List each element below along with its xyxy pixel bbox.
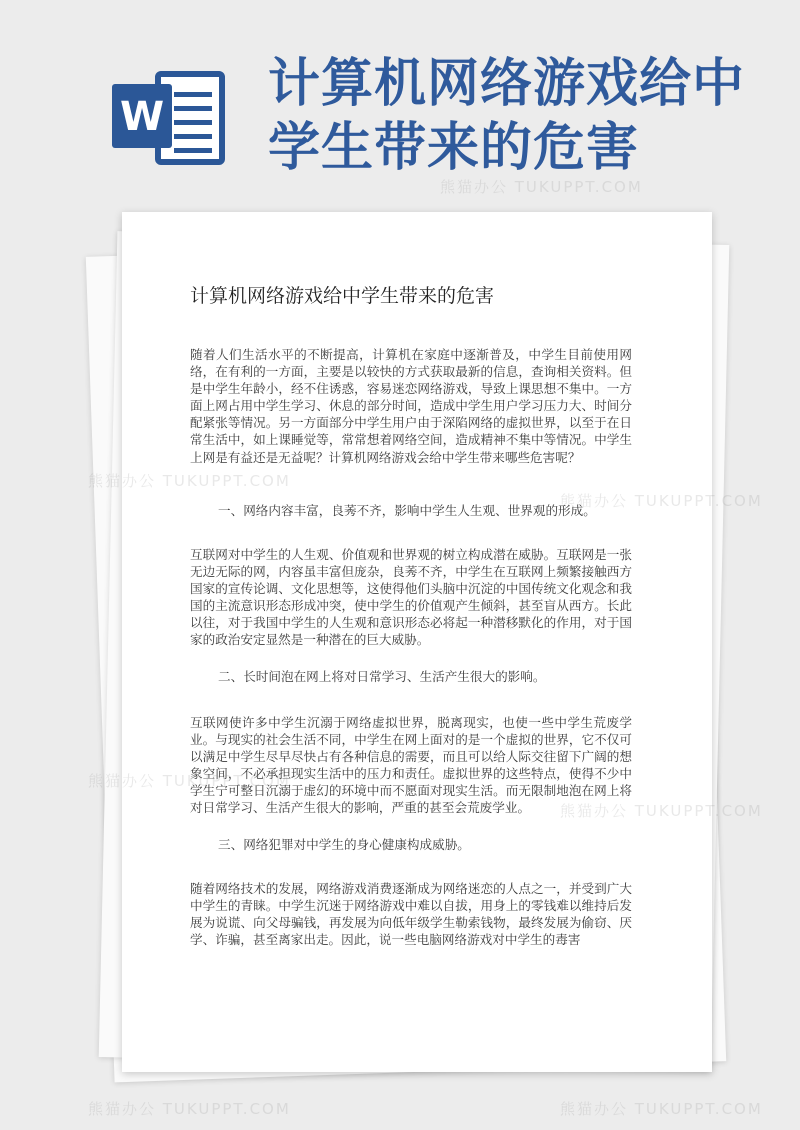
- header-title: 计算机网络游戏给中学生带来的危害: [268, 54, 746, 178]
- watermark: 熊猫办公 TUKUPPT.COM: [560, 1100, 763, 1118]
- intro-paragraph: 随着人们生活水平的不断提高，计算机在家庭中逐渐普及，中学生目前使用网络，在有利的一方面，主要是以较快的方式获取最新的信息，查询相关资料。但是中学生年龄小，经不住诱惑，容易迷恋网络游戏，导致上课思想不集中。一方面上网占用中学生学习、休息的部分时间，造成中学生用户学习压力大、时间分配紧张等情况。另一方面部分中学生用户由于深陷网络的虚拟世界，以至于在日常生活中，如上课睡觉等，常常想着网络空间，造成精神不集中等情况。中学生上网是有益还是无益呢？计算机网络游戏会给中学生带来哪些危害呢？: [190, 347, 632, 465]
- section-heading-1: 一、网络内容丰富，良莠不齐，影响中学生人生观、世界观的形成。: [218, 503, 596, 518]
- document-title: 计算机网络游戏给中学生带来的危害: [190, 285, 495, 307]
- section-body-1: 互联网对中学生的人生观、价值观和世界观的树立构成潜在威胁。互联网是一张无边无际的网，内容虽丰富但庞杂，良莠不齐，中学生在互联网上频繁接触西方国家的宣传论调、文化思想等，这使得他们头脑中沉淀的中国传统文化观念和我国的主流意识形态形成冲突，使中学生的价值观产生倾斜，甚至盲从西方。长此以往，对于我国中学生的人生观和意识形态必将起一种潜移默化的作用，对于国家的政治安定显然是一种潜在的巨大威胁。: [190, 547, 632, 648]
- watermark: 熊猫办公 TUKUPPT.COM: [560, 802, 763, 820]
- word-document-icon: [110, 68, 230, 168]
- watermark: 熊猫办公 TUKUPPT.COM: [88, 1100, 291, 1118]
- section-body-3: 随着网络技术的发展，网络游戏消费逐渐成为网络迷恋的人点之一，并受到广大中学生的青睐。中学生沉迷于网络游戏中难以自拔，用身上的零钱难以维持后发展为说谎、向父母骗钱，再发展为向低年级学生勒索钱物，最终发展为偷窃、厌学、诈骗，甚至离家出走。因此，说一些电脑网络游戏对中学生的毒害: [190, 881, 632, 948]
- section-body-2: 互联网使许多中学生沉溺于网络虚拟世界，脱离现实，也使一些中学生荒废学业。与现实的社会生活不同，中学生在网上面对的是一个虚拟的世界，它不仅可以满足中学生尽早尽快占有各种信息的需要，而且可以给人际交往留下广阔的想象空间，不必承担现实生活中的压力和责任。虚拟世界的这些特点，使得不少中学生宁可整日沉溺于虚幻的环境中而不愿面对现实生活。而无限制地泡在网上将对日常学习、生活产生很大的影响，严重的甚至会荒废学业。: [190, 715, 632, 816]
- watermark: 熊猫办公 TUKUPPT.COM: [440, 178, 643, 196]
- watermark: 熊猫办公 TUKUPPT.COM: [560, 492, 763, 510]
- svg-text:W: W: [119, 94, 165, 140]
- section-heading-3: 三、网络犯罪对中学生的身心健康构成威胁。: [218, 837, 470, 852]
- document-page: [122, 212, 712, 1072]
- section-heading-2: 二、长时间泡在网上将对日常学习、生活产生很大的影响。: [218, 669, 546, 684]
- watermark: 熊猫办公 TUKUPPT.COM: [88, 472, 291, 490]
- watermark: 熊猫办公 TUKUPPT.COM: [88, 772, 291, 790]
